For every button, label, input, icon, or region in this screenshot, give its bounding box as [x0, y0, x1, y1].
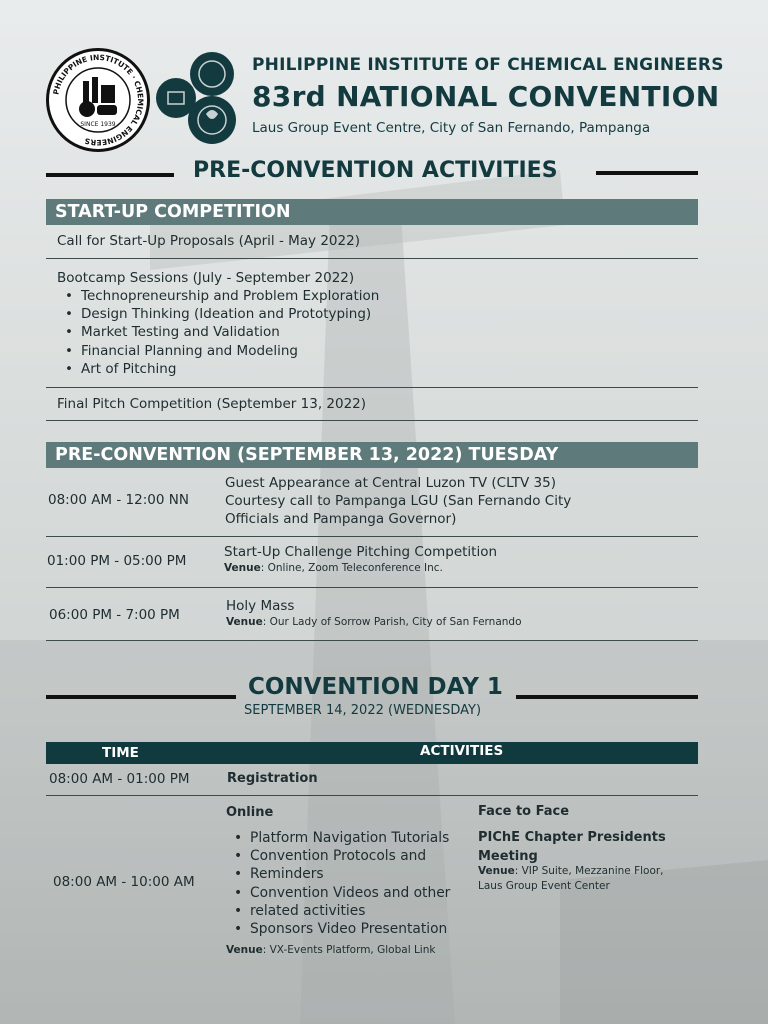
f2f-meeting: PIChE Chapter Presidents: [478, 830, 666, 845]
schedule-venue: Venue: Online, Zoom Teleconference Inc.: [224, 562, 443, 574]
list-item: • Design Thinking (Ideation and Prototyping): [57, 306, 379, 324]
day1-title: CONVENTION DAY 1: [248, 674, 503, 700]
row-divider: [46, 795, 698, 796]
row-divider: [46, 258, 698, 259]
f2f-venue: Laus Group Event Center: [478, 880, 610, 892]
final-pitch: Final Pitch Competition (September 13, 2022): [57, 396, 367, 412]
pre-convention-title: PRE-CONVENTION ACTIVITIES: [193, 158, 558, 183]
schedule-time: 08:00 AM - 12:00 NN: [48, 492, 189, 508]
divider-right: [596, 171, 698, 175]
convention-title: 83rd NATIONAL CONVENTION: [252, 80, 720, 113]
registration-activity: Registration: [227, 771, 318, 786]
list-item: • Convention Videos and other: [226, 885, 450, 903]
schedule-time: 01:00 PM - 05:00 PM: [47, 553, 187, 569]
online-title: Online: [226, 805, 274, 820]
block-time: 08:00 AM - 10:00 AM: [53, 874, 195, 890]
day1-date: SEPTEMBER 14, 2022 (WEDNESDAY): [244, 703, 482, 718]
list-item: • Sponsors Video Presentation: [226, 921, 450, 939]
row-divider: [46, 587, 698, 588]
bootcamp-sessions: Bootcamp Sessions (July - September 2022): [57, 270, 355, 286]
list-item-continuation: • Reminders: [226, 866, 450, 884]
table-header: [46, 742, 698, 764]
f2f-title: Face to Face: [478, 804, 570, 819]
schedule-activity-line: Officials and Pampanga Governor): [225, 511, 457, 527]
divider-left: [46, 695, 236, 699]
logo-ring-text: PHILIPPINE INSTITUTE · CHEMICAL ENGINEERS: [51, 52, 146, 148]
list-item: • Platform Navigation Tutorials: [226, 830, 450, 848]
f2f-venue: Venue: VIP Suite, Mezzanine Floor,: [478, 865, 664, 877]
schedule-activity: Holy Mass: [226, 598, 295, 614]
schedule-venue: Venue: Our Lady of Sorrow Parish, City of San Fernando: [226, 616, 522, 628]
list-item: • Art of Pitching: [57, 361, 379, 379]
col-time-header: TIME: [102, 745, 139, 761]
registration-time: 08:00 AM - 01:00 PM: [49, 771, 190, 787]
logo-since-text: SINCE 1939: [80, 121, 116, 128]
divider-left: [46, 173, 174, 177]
schedule-activity-line: Guest Appearance at Central Luzon TV (CLTV 35): [225, 475, 556, 491]
convention-83-emblem-icon: [154, 50, 246, 146]
row-divider: [46, 536, 698, 537]
list-item-continuation: • related activities: [226, 903, 450, 921]
online-venue: Venue: VX-Events Platform, Global Link: [226, 944, 436, 956]
list-item: • Technopreneurship and Problem Exploration: [57, 288, 379, 306]
col-activities-header: ACTIVITIES: [420, 743, 504, 759]
row-divider: [46, 640, 698, 641]
list-item: • Financial Planning and Modeling: [57, 343, 379, 361]
bootcamp-list: [57, 288, 379, 379]
startup-competition-bar: START-UP COMPETITION: [46, 199, 698, 225]
divider-right: [516, 695, 698, 699]
startup-call: Call for Start-Up Proposals (April - May 2022): [57, 233, 360, 249]
tuesday-bar: PRE-CONVENTION (SEPTEMBER 13, 2022) TUESDAY: [46, 442, 698, 468]
list-item: • Market Testing and Validation: [57, 324, 379, 342]
row-divider: [46, 387, 698, 388]
schedule-time: 06:00 PM - 7:00 PM: [49, 607, 180, 623]
org-name: PHILIPPINE INSTITUTE OF CHEMICAL ENGINEERS: [252, 55, 724, 75]
piche-logo: [46, 48, 150, 152]
schedule-activity: Start-Up Challenge Pitching Competition: [224, 544, 498, 560]
schedule-activity-line: Courtesy call to Pampanga LGU (San Fernando City: [225, 493, 572, 509]
online-activities-list: [226, 830, 450, 939]
f2f-meeting: Meeting: [478, 849, 538, 864]
convention-venue: Laus Group Event Centre, City of San Fernando, Pampanga: [252, 120, 651, 136]
row-divider: [46, 420, 698, 421]
list-item: • Convention Protocols and: [226, 848, 450, 866]
